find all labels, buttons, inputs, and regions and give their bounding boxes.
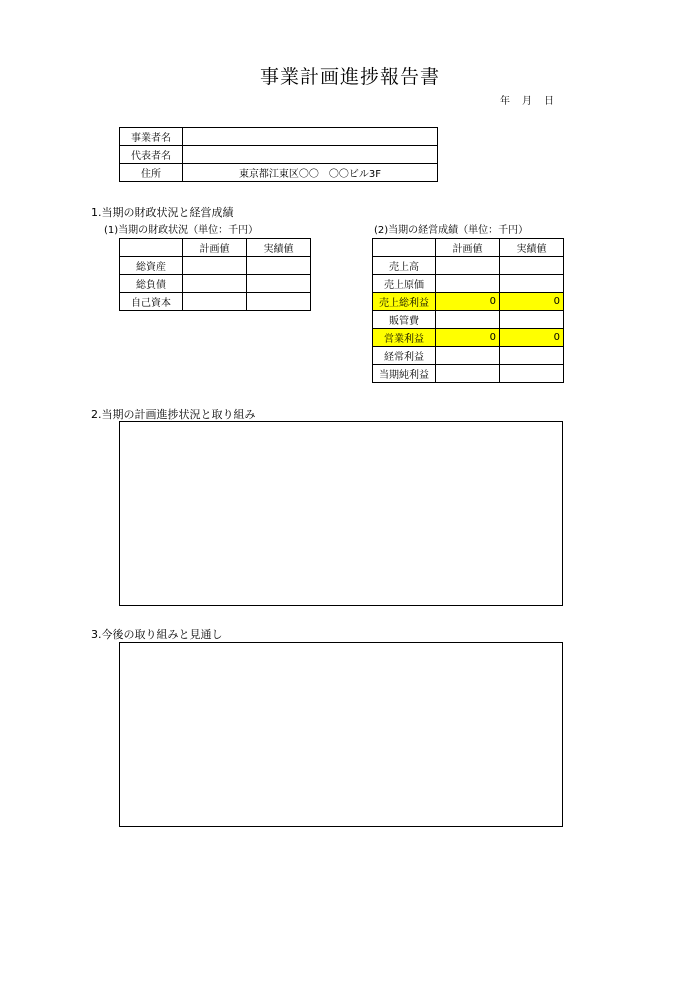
row-label: 売上原価 <box>373 275 436 293</box>
sga-actual-cell[interactable] <box>500 311 564 329</box>
table-row <box>120 257 311 275</box>
table-row <box>373 311 564 329</box>
info-label: 住所 <box>120 164 183 182</box>
table-row <box>120 128 438 146</box>
row-label: 総負債 <box>120 275 183 293</box>
section1-heading: 1.当期の財政状況と経営成績 <box>91 206 234 219</box>
row-label: 総資産 <box>120 257 183 275</box>
table-row <box>120 146 438 164</box>
date-year-label: 年 <box>500 96 510 107</box>
sales-actual-cell[interactable] <box>500 257 564 275</box>
table-header-row <box>120 239 311 257</box>
actual-column-header: 実績値 <box>500 239 564 257</box>
table-header-row <box>373 239 564 257</box>
net-income-plan-cell[interactable] <box>436 365 500 383</box>
date-line <box>500 92 554 107</box>
gross-profit-actual-cell: 0 <box>500 293 564 311</box>
representative-name-field[interactable] <box>183 146 438 164</box>
cost-of-sales-actual-cell[interactable] <box>500 275 564 293</box>
row-label: 営業利益 <box>373 329 436 347</box>
applicant-info-table <box>119 127 438 182</box>
sga-plan-cell[interactable] <box>436 311 500 329</box>
business-name-field[interactable] <box>183 128 438 146</box>
row-label: 売上高 <box>373 257 436 275</box>
row-label: 経常利益 <box>373 347 436 365</box>
date-month-label: 月 <box>522 96 532 107</box>
table-row <box>373 347 564 365</box>
page-title: 事業計画進捗報告書 <box>259 66 440 88</box>
equity-actual-cell[interactable] <box>247 293 311 311</box>
plan-column-header: 計画値 <box>436 239 500 257</box>
section2-heading: 2.当期の計画進捗状況と取り組み <box>91 408 256 421</box>
table-row <box>373 293 564 311</box>
info-label: 代表者名 <box>120 146 183 164</box>
operating-results-table <box>372 238 564 383</box>
financial-status-table <box>119 238 311 311</box>
cost-of-sales-plan-cell[interactable] <box>436 275 500 293</box>
operating-subheading: (2)当期の経営成績（単位：千円） <box>374 225 529 236</box>
actual-column-header: 実績値 <box>247 239 311 257</box>
table-row <box>120 275 311 293</box>
table-row <box>120 293 311 311</box>
future-outlook-textarea[interactable] <box>119 642 563 827</box>
total-liabilities-actual-cell[interactable] <box>247 275 311 293</box>
financial-subheading: (1)当期の財政状況（単位：千円） <box>104 225 259 236</box>
operating-profit-actual-cell: 0 <box>500 329 564 347</box>
plan-column-header: 計画値 <box>183 239 247 257</box>
section3-heading: 3.今後の取り組みと見通し <box>91 628 223 641</box>
total-assets-plan-cell[interactable] <box>183 257 247 275</box>
row-label: 当期純利益 <box>373 365 436 383</box>
address-field[interactable]: 東京都江東区〇〇 〇〇ビル3F <box>183 164 438 182</box>
net-income-actual-cell[interactable] <box>500 365 564 383</box>
table-row <box>373 275 564 293</box>
sales-plan-cell[interactable] <box>436 257 500 275</box>
info-label: 事業者名 <box>120 128 183 146</box>
operating-profit-plan-cell: 0 <box>436 329 500 347</box>
progress-status-textarea[interactable] <box>119 421 563 606</box>
table-row <box>373 365 564 383</box>
row-label: 自己資本 <box>120 293 183 311</box>
total-assets-actual-cell[interactable] <box>247 257 311 275</box>
equity-plan-cell[interactable] <box>183 293 247 311</box>
row-label: 販管費 <box>373 311 436 329</box>
table-row <box>120 164 438 182</box>
row-label: 売上総利益 <box>373 293 436 311</box>
gross-profit-plan-cell: 0 <box>436 293 500 311</box>
table-row <box>373 329 564 347</box>
ordinary-profit-actual-cell[interactable] <box>500 347 564 365</box>
table-row <box>373 257 564 275</box>
ordinary-profit-plan-cell[interactable] <box>436 347 500 365</box>
date-day-label: 日 <box>544 96 554 107</box>
total-liabilities-plan-cell[interactable] <box>183 275 247 293</box>
